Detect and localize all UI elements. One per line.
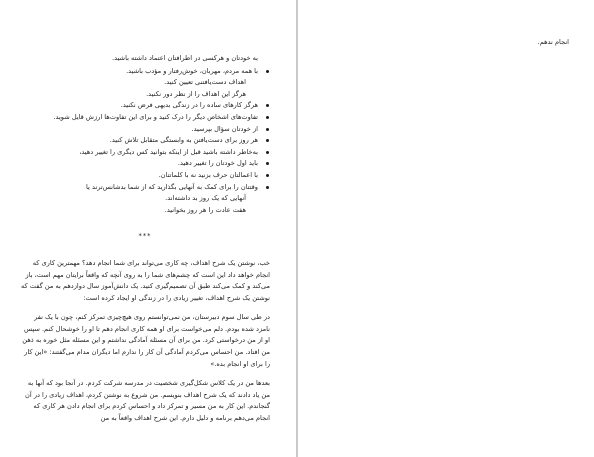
bullet-text: وقتتان را برای کمک به آنهایی بگذارید که از شما بدشانس‌ترند یا: [86, 182, 258, 191]
body-paragraph: در طی سال سوم دبیرستان، من نمی‌توانستم روی هیچ‌چیزی تمرکز کنم، چون با یک نفر نامزد شده بودم. دلم می‌خواست برای او همه کاری انجام دهم تا او را خوشحال کنم. سپس او از من درخواستی کرد. من برای آن مسئله آمادگی نداشتم و این مسئله مثل خوره به ذهن من افتاد. من احساس می‌کردم آمادگی آن کار را ندارم اما دیگران مدام می‌گفتند: «این کار را برای او انجام بده.»: [22, 313, 270, 368]
bullet-icon: [266, 162, 269, 165]
bullet-text: با همه مردم، مهربان، خوش‌رفتار و مؤدب باشید.: [126, 66, 258, 75]
intro-line: به خودتان و هرکسی در اطرافتان اعتماد داشته باشید.: [112, 54, 258, 62]
list-item: [20, 158, 270, 170]
bullet-icon: [266, 151, 269, 154]
bullet-text: از خودتان سؤال بپرسید.: [191, 124, 258, 133]
right-page: [298, 0, 594, 457]
bullet-text: به‌خاطر داشته باشید قبل از اینکه بتوانید کس دیگری را تغییر دهید،: [79, 147, 258, 156]
bullet-continuation: اهداف دست‌یافتنی تعیین کنید.: [164, 78, 246, 87]
list-item: [20, 66, 270, 101]
bullet-icon: [266, 139, 269, 142]
list-item: [20, 170, 270, 182]
bullet-list: [20, 66, 270, 217]
list-item: [20, 147, 270, 159]
page-content: [20, 53, 270, 433]
bullet-icon: [266, 104, 269, 107]
bullet-text: هر روز برای دست‌یافتن به وابستگی متقابل تلاش کنید.: [109, 136, 258, 145]
bullet-continuation: آنهایی که یک روز بد داشته‌اند.: [165, 194, 246, 203]
list-item: [20, 112, 270, 124]
body-paragraph: خب، نوشتن یک شرح اهداف، چه کاری می‌تواند برای شما انجام دهد؟ مهمترین کاری که انجام خواهد داد این است که چشم‌های شما را به روی آنچه که واقعاً برایتان مهم است، باز می‌کند و کمک می‌کند طبق آن تصمیم‌گیری کنید. یک دانش‌آموز سال دوازدهم به من گفت که نوشتن یک شرح اهداف، تغییر زیادی را در زندگی او ایجاد کرده است:: [21, 258, 270, 302]
bullet-icon: [266, 116, 269, 119]
left-page: [0, 0, 296, 457]
bullet-continuation: هفت عادت را هر روز بخوانید.: [164, 205, 246, 214]
section-separator: ***: [138, 232, 152, 241]
bullet-icon: [266, 186, 269, 189]
bullet-icon: [266, 174, 269, 177]
list-item: [20, 182, 270, 217]
bullet-text: تفاوت‌های اشخاص دیگر را درک کنید و برای این تفاوت‌ها ارزش قایل شوید.: [53, 112, 258, 121]
bullet-text: با اعمالتان حرف بزنید نه با کلماتتان.: [158, 170, 258, 179]
bullet-text: هرگز کارهای ساده را در زندگی بدیهی فرض نکنید.: [120, 101, 258, 110]
bullet-icon: [266, 128, 269, 131]
bullet-icon: [266, 70, 269, 73]
body-paragraph: بعدها من در یک کلاس شکل‌گیری شخصیت در مدرسه شرکت کردم. در آنجا بود که آنها به من یاد دادند که یک شرح اهداف بنویسم. من شروع به نوشتن کردم، اهداف زیادی را در آن گنجاندم. این کار به من مسیر و تمرکز داد و احساس کردم برای انجام دادن هر کاری که انجام می‌دهم برنامه و دلیل دارم. این شرح اهداف واقعاً به من: [25, 379, 270, 423]
list-item: [20, 124, 270, 136]
carryover-text: انجام ندهم.: [537, 38, 569, 46]
list-item: [20, 100, 270, 112]
list-item: [20, 135, 270, 147]
bullet-text: باید اول خودتان را تغییر دهید.: [177, 159, 258, 168]
bullet-continuation: هرگز این اهداف را از نظر دور نکنید.: [146, 89, 246, 98]
